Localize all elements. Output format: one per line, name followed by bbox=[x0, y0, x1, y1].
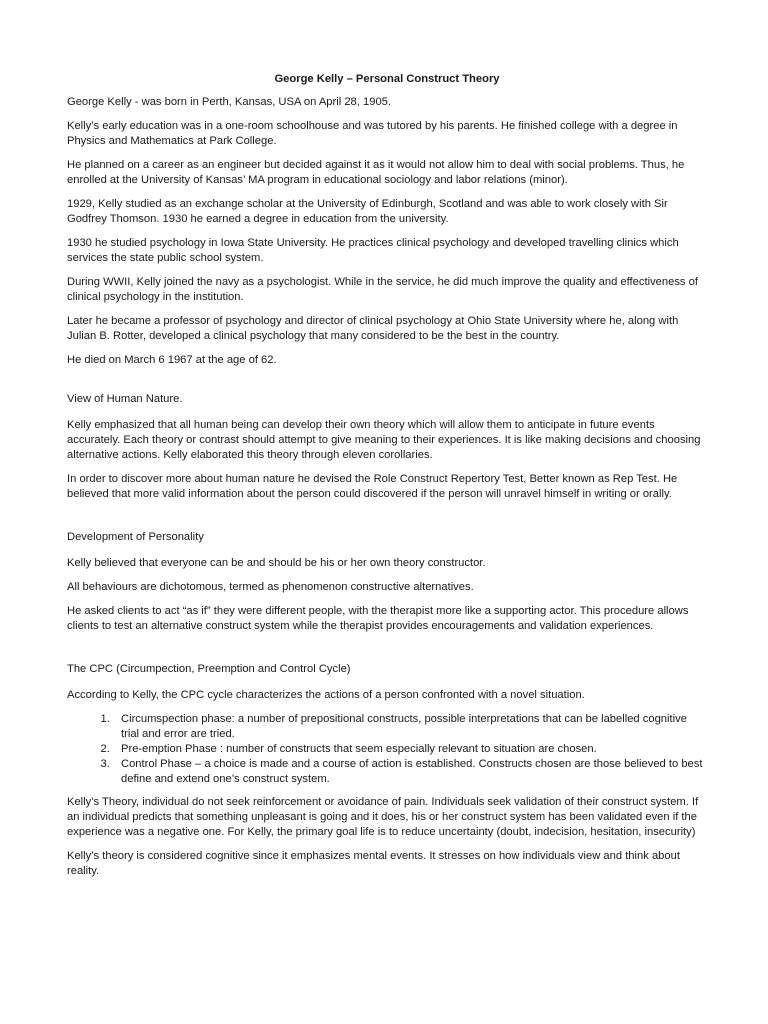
section-heading-cpc: The CPC (Circumpection, Preemption and Control Cycle) bbox=[67, 663, 351, 675]
list-item: 3. Control Phase – a choice is made and a course of action is established. Constructs chosen are those believed to best define and extend one’s construct system. bbox=[113, 757, 707, 787]
bio-paragraph: George Kelly - was born in Perth, Kansas, USA on April 28, 1905. bbox=[67, 96, 391, 108]
document-page bbox=[67, 72, 707, 888]
cpc-paragraph: Kelly’s Theory, individual do not seek reinforcement or avoidance of pain. Individuals seek validation of their construct system. If an individual predicts that something unpleasant is going and it does, his or her construct system has been validated even if the experience was a negative one. For Kelly, the primary goal life is to reduce uncertainty (doubt, indecision, hesitation, insecurity) bbox=[67, 796, 699, 838]
section-heading-personality: Development of Personality bbox=[67, 531, 204, 543]
cpc-paragraph: Kelly’s theory is considered cognitive since it emphasizes mental events. It stresses on how individuals view and think about reality. bbox=[67, 850, 680, 877]
cpc-phase-list bbox=[67, 712, 707, 787]
personality-paragraph: He asked clients to act “as if” they were different people, with the therapist more like a supporting actor. This procedure allows clients to test an alternative construct system while the therapist provides encouragements and validation experiences. bbox=[67, 605, 689, 632]
document-title: George Kelly – Personal Construct Theory bbox=[274, 73, 500, 85]
human-nature-paragraph: In order to discover more about human nature he devised the Role Construct Repertory Test, Better known as Rep Test. He believed that more valid information about the person could discovered if the person will unravel himself in writing or orally. bbox=[67, 473, 678, 500]
section-heading-human-nature: View of Human Nature. bbox=[67, 393, 183, 405]
personality-paragraph: All behaviours are dichotomous, termed as phenomenon constructive alternatives. bbox=[67, 581, 474, 593]
bio-paragraph: Kelly’s early education was in a one-room schoolhouse and was tutored by his parents. He finished college with a degree in Physics and Mathematics at Park College. bbox=[67, 120, 678, 147]
personality-paragraph: Kelly believed that everyone can be and should be his or her own theory constructor. bbox=[67, 557, 486, 569]
list-item: 1. Circumspection phase: a number of prepositional constructs, possible interpretations that can be labelled cognitive trial and error are tried. bbox=[113, 712, 707, 742]
bio-paragraph: Later he became a professor of psychology and director of clinical psychology at Ohio State University where he, along with Julian B. Rotter, developed a clinical psychology that many considered to be the best in the country. bbox=[67, 315, 679, 342]
list-item: 2. Pre-emption Phase : number of constructs that seem especially relevant to situation are chosen. bbox=[113, 742, 707, 757]
bio-paragraph: He died on March 6 1967 at the age of 62. bbox=[67, 354, 277, 366]
bio-paragraph: 1930 he studied psychology in Iowa State University. He practices clinical psychology and developed travelling clinics which services the state public school system. bbox=[67, 237, 679, 264]
bio-paragraph: 1929, Kelly studied as an exchange scholar at the University of Edinburgh, Scotland and was able to work closely with Sir Godfrey Thomson. 1930 he earned a degree in education from the university. bbox=[67, 198, 668, 225]
bio-paragraph: He planned on a career as an engineer but decided against it as it would not allow him to deal with social problems. Thus, he enrolled at the University of Kansas’ MA program in educational sociology and labor relations (minor). bbox=[67, 159, 685, 186]
human-nature-paragraph: Kelly emphasized that all human being can develop their own theory which will allow them to anticipate in future events accurately. Each theory or contrast should attempt to give meaning to their experiences. It is like making decisions and choosing alternative actions. Kelly elaborated this theory through eleven corollaries. bbox=[67, 419, 701, 461]
cpc-intro: According to Kelly, the CPC cycle characterizes the actions of a person confronted with a novel situation. bbox=[67, 689, 585, 701]
bio-paragraph: During WWII, Kelly joined the navy as a psychologist. While in the service, he did much improve the quality and effectiveness of clinical psychology in the institution. bbox=[67, 276, 698, 303]
